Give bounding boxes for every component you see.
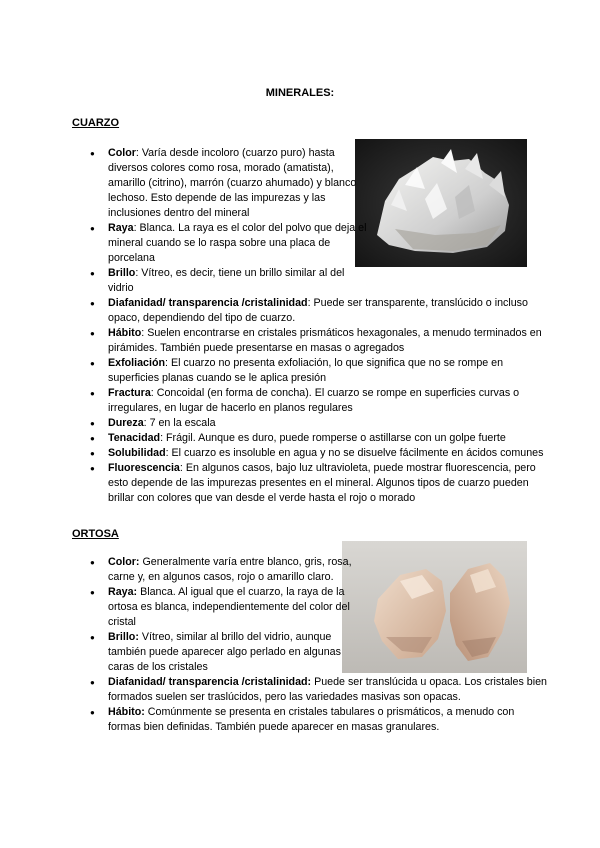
ortosa-property-list <box>90 555 548 735</box>
property-key: Fractura <box>108 387 151 399</box>
page-title: MINERALES: <box>265 87 335 99</box>
property-key: Brillo: <box>108 631 139 643</box>
property-key: Raya <box>108 222 134 234</box>
property-key: Solubilidad <box>108 447 166 459</box>
property-text: : 7 en la escala <box>143 417 216 429</box>
property-brillo <box>90 630 368 675</box>
property-color <box>90 146 368 221</box>
property-key: Diafanidad/ transparencia /cristalinidad: <box>108 676 312 688</box>
property-brillo <box>90 266 368 296</box>
property-text: : Varía desde incoloro (cuarzo puro) hasta diversos colores como rosa, morado (amatista), amarillo (citrino), marrón (cuarzo ahumado) y blanco lechoso. Esto depende de las impurezas y las inclusiones dentro del mineral <box>108 147 357 219</box>
property-text: : En algunos casos, bajo luz ultravioleta, puede mostrar fluorescencia, pero esto depende de las impurezas presentes en el mineral. Algunos tipos de cuarzo pueden brillar con colores que van desde el verde hasta el rojo o morado <box>108 462 536 504</box>
property-key: Color: <box>108 556 140 568</box>
property-key: Brillo <box>108 267 136 279</box>
property-key: Diafanidad/ transparencia /cristalinidad <box>108 297 308 309</box>
property-dureza <box>90 416 548 431</box>
property-diafanidad <box>90 675 548 705</box>
property-key: Color <box>108 147 136 159</box>
property-key: Dureza <box>108 417 144 429</box>
property-key: Tenacidad <box>108 432 161 444</box>
cuarzo-property-list <box>90 146 548 506</box>
property-key: Hábito <box>108 327 142 339</box>
property-diafanidad <box>90 296 548 326</box>
property-key: Exfoliación <box>108 357 166 369</box>
property-text: : Puede ser transparente, translúcido o incluso opaco, dependiendo del tipo de cuarzo. <box>108 297 528 324</box>
property-text: Generalmente varía entre blanco, gris, rosa, carne y, en algunos casos, rojo o amarillo claro. <box>108 556 352 583</box>
property-text: Puede ser translúcida u opaca. Los cristales bien formados suelen ser traslúcidos, pero las variedades masivas son opacas. <box>108 676 547 703</box>
property-text: : Concoidal (en forma de concha). El cuarzo se rompe en superficies curvas o irregulares, en lugar de hacerlo en planos regulares <box>108 387 520 414</box>
property-habito <box>90 705 548 735</box>
property-text: Comúnmente se presenta en cristales tabulares o prismáticos, a menudo con formas bien definidas. También puede aparecer en masas granulares. <box>108 706 515 733</box>
property-text: : Vítreo, es decir, tiene un brillo similar al del vidrio <box>108 267 345 294</box>
property-text: Blanca. Al igual que el cuarzo, la raya de la ortosa es blanca, independientemente del color del cristal <box>108 586 350 628</box>
property-raya <box>90 585 368 630</box>
property-color <box>90 555 368 585</box>
property-key: Raya: <box>108 586 138 598</box>
property-solubilidad <box>90 446 548 461</box>
section-heading-ortosa: ORTOSA <box>72 528 119 540</box>
section-heading-cuarzo: CUARZO <box>72 117 120 129</box>
property-fractura <box>90 386 548 416</box>
property-text: : Blanca. La raya es el color del polvo que deja el mineral cuando se lo raspa sobre una placa de porcelana <box>108 222 367 264</box>
property-habito <box>90 326 548 356</box>
property-text: Vítreo, similar al brillo del vidrio, aunque también puede aparecer algo perlado en algunas caras de los cristales <box>108 631 341 673</box>
property-exfoliacion <box>90 356 548 386</box>
property-fluorescencia <box>90 461 548 506</box>
property-tenacidad <box>90 431 548 446</box>
property-text: : El cuarzo no presenta exfoliación, lo que significa que no se rompe en superficies planas cuando se le aplica presión <box>108 357 504 384</box>
property-raya <box>90 221 368 266</box>
property-text: : Suelen encontrarse en cristales prismáticos hexagonales, a menudo terminados en pirámides. También puede presentarse en masas o agregados <box>108 327 542 354</box>
property-text: : El cuarzo es insoluble en agua y no se disuelve fácilmente en ácidos comunes <box>165 447 544 459</box>
property-key: Fluorescencia <box>108 462 180 474</box>
property-text: : Frágil. Aunque es duro, puede romperse o astillarse con un golpe fuerte <box>160 432 506 444</box>
property-key: Hábito: <box>108 706 145 718</box>
